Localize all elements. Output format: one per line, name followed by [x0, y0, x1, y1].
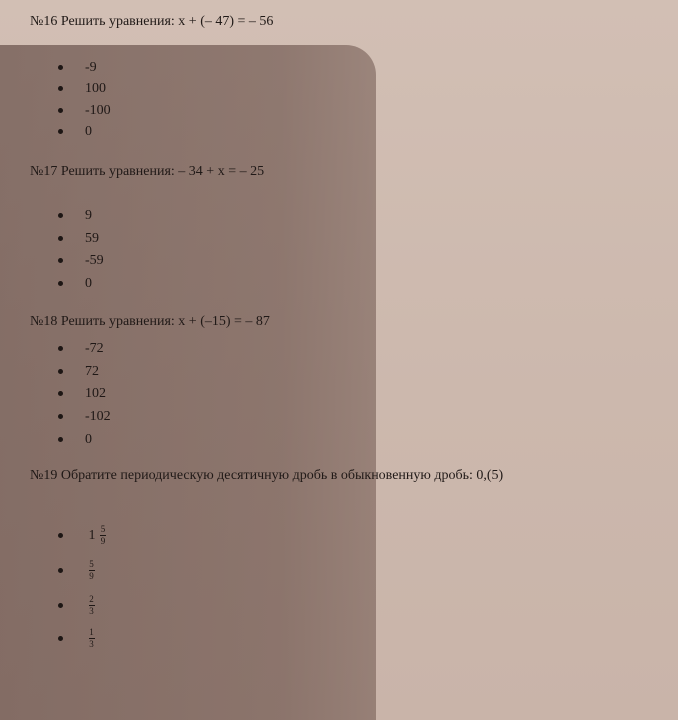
- question-17-option-1[interactable]: 9: [58, 208, 92, 224]
- question-18-option-3[interactable]: 102: [58, 386, 106, 402]
- fraction-numerator: 2: [89, 594, 94, 604]
- bullet-icon: [58, 346, 63, 351]
- fraction: [89, 595, 95, 616]
- bullet-icon: [58, 369, 63, 374]
- bullet-icon: [58, 636, 63, 641]
- question-18-title: №18 Решить уравнения: x + (–15) = – 87: [30, 314, 270, 329]
- question-16-option-4[interactable]: 0: [58, 124, 92, 140]
- fraction-denominator: 9: [89, 571, 94, 581]
- fraction-numerator: 1: [89, 627, 94, 637]
- question-17-option-2[interactable]: 59: [58, 231, 99, 247]
- question-19-option-3[interactable]: [58, 595, 95, 616]
- fraction: [89, 628, 95, 649]
- bullet-icon: [58, 236, 63, 241]
- bullet-icon: [58, 65, 63, 70]
- fraction-denominator: 3: [89, 639, 94, 649]
- question-18-option-2[interactable]: 72: [58, 364, 99, 380]
- fraction-numerator: 5: [89, 559, 94, 569]
- fraction-numerator: 5: [100, 524, 106, 534]
- bullet-icon: [58, 603, 63, 608]
- question-18-option-5[interactable]: 0: [58, 432, 92, 448]
- question-19-option-2[interactable]: [58, 560, 95, 581]
- bullet-icon: [58, 213, 63, 218]
- fraction: [100, 525, 106, 546]
- bullet-icon: [58, 86, 63, 91]
- question-19-option-1[interactable]: [58, 525, 106, 546]
- question-16-title: №16 Решить уравнения: x + (– 47) = – 56: [30, 14, 274, 29]
- fraction-denominator: 9: [100, 536, 106, 546]
- question-17-option-4[interactable]: 0: [58, 276, 92, 292]
- question-16-option-1[interactable]: -9: [58, 60, 97, 76]
- question-19-option-4[interactable]: [58, 628, 95, 649]
- fraction-denominator: 3: [89, 606, 94, 616]
- question-18-option-1[interactable]: -72: [58, 341, 104, 357]
- question-19-title: №19 Обратите периодическую десятичную дробь в обыкновенную дробь: 0,(5): [30, 468, 504, 483]
- bullet-icon: [58, 414, 63, 419]
- bullet-icon: [58, 281, 63, 286]
- bullet-icon: [58, 568, 63, 573]
- bullet-icon: [58, 391, 63, 396]
- bullet-icon: [58, 108, 63, 113]
- fraction: [89, 560, 95, 581]
- bullet-icon: [58, 258, 63, 263]
- bullet-icon: [58, 437, 63, 442]
- question-17-option-3[interactable]: -59: [58, 253, 104, 269]
- question-18-option-4[interactable]: -102: [58, 409, 111, 425]
- question-16-option-3[interactable]: -100: [58, 103, 111, 119]
- question-16-option-2[interactable]: 100: [58, 81, 106, 97]
- question-17-title: №17 Решить уравнения: – 34 + x = – 25: [30, 164, 265, 179]
- mixed-number-whole: 1: [88, 527, 96, 543]
- bullet-icon: [58, 129, 63, 134]
- bullet-icon: [58, 533, 63, 538]
